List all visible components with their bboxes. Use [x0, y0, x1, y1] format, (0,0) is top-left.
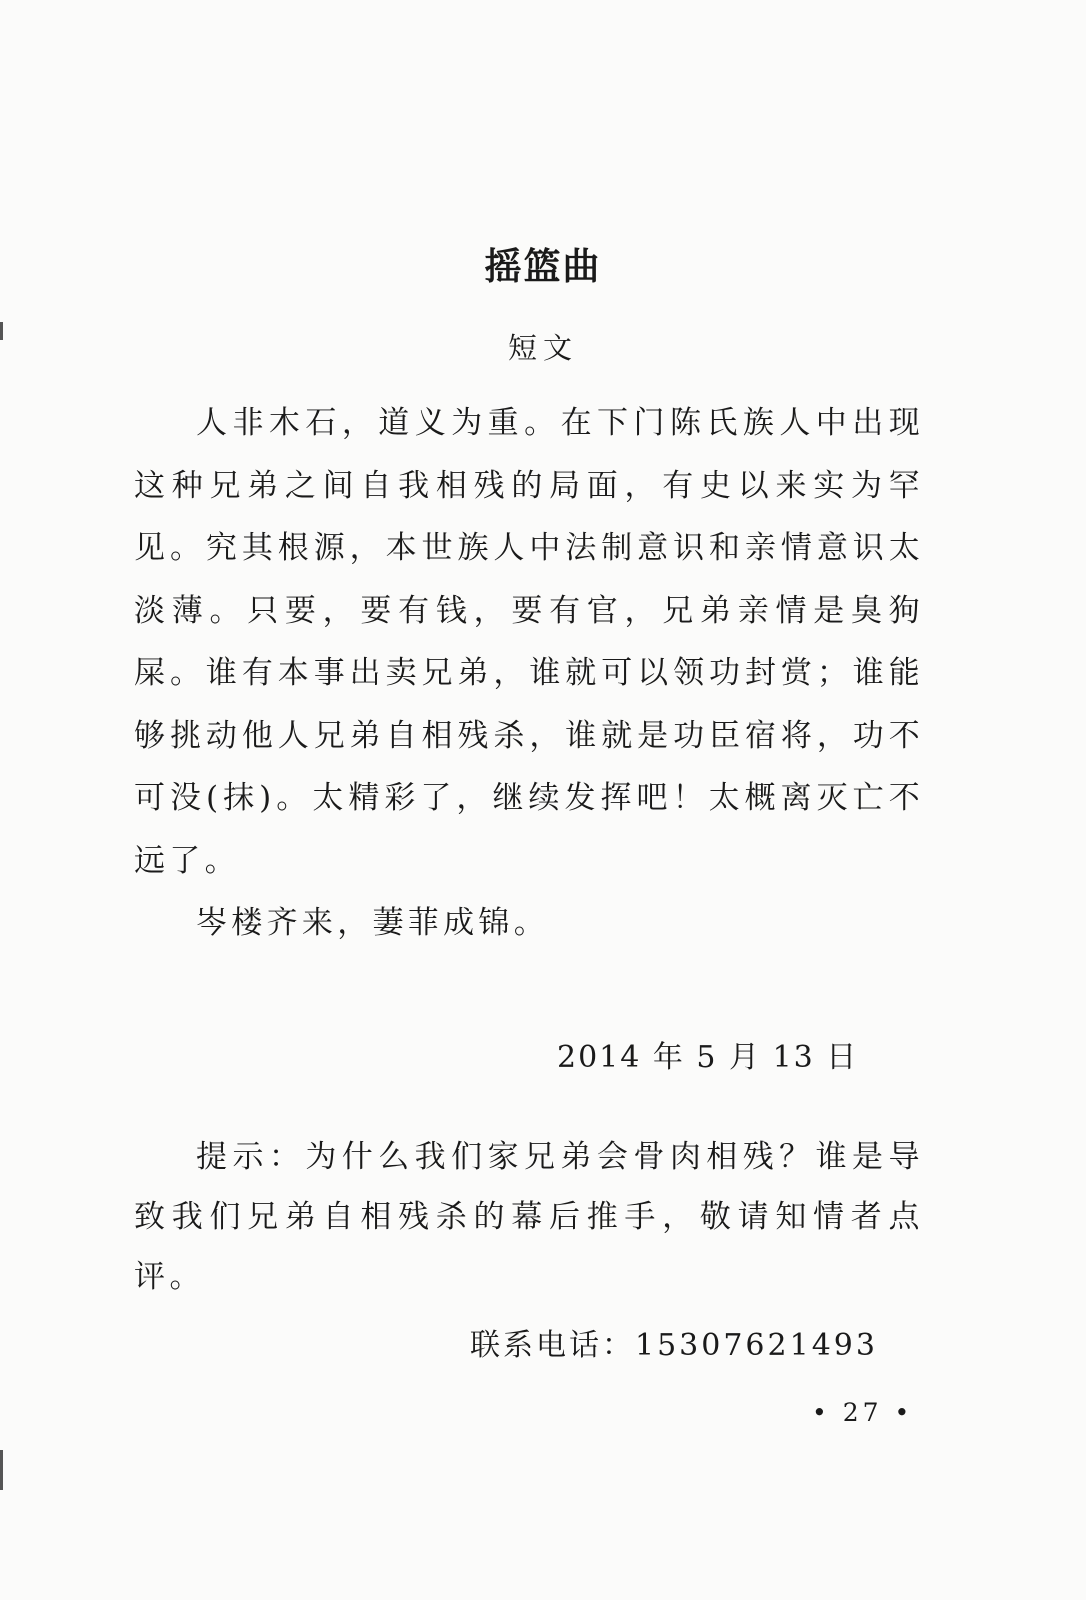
hint-text	[134, 1127, 924, 1307]
contact-phone: 联系电话：15307621493	[470, 1328, 878, 1363]
paragraph: 岑楼齐来，萋菲成锦。	[196, 905, 549, 941]
date: 2014 年 5 月 13 日	[557, 1040, 859, 1075]
page-title: 摇篮曲	[484, 245, 602, 288]
page-subtitle: 短文	[507, 331, 578, 365]
body-text	[134, 392, 924, 955]
page-number: • 27 •	[812, 1398, 914, 1427]
hint-paragraph: 提示：为什么我们家兄弟会骨肉相残？谁是导致我们兄弟自相残杀的幕后推手，敬请知情者点评。	[134, 1139, 924, 1295]
scan-edge-mark	[0, 1450, 3, 1490]
paragraph: 人非木石，道义为重。在下门陈氏族人中出现这种兄弟之间自我相残的局面，有史以来实为罕见。究其根源，本世族人中法制意识和亲情意识太淡薄。只要，要有钱，要有官，兄弟亲情是臭狗屎。谁有本事出卖兄弟，谁就可以领功封赏；谁能够挑动他人兄弟自相残杀，谁就是功臣宿将，功不可没(抹)。太精彩了，继续发挥吧！太概离灭亡不远了。	[134, 405, 924, 879]
